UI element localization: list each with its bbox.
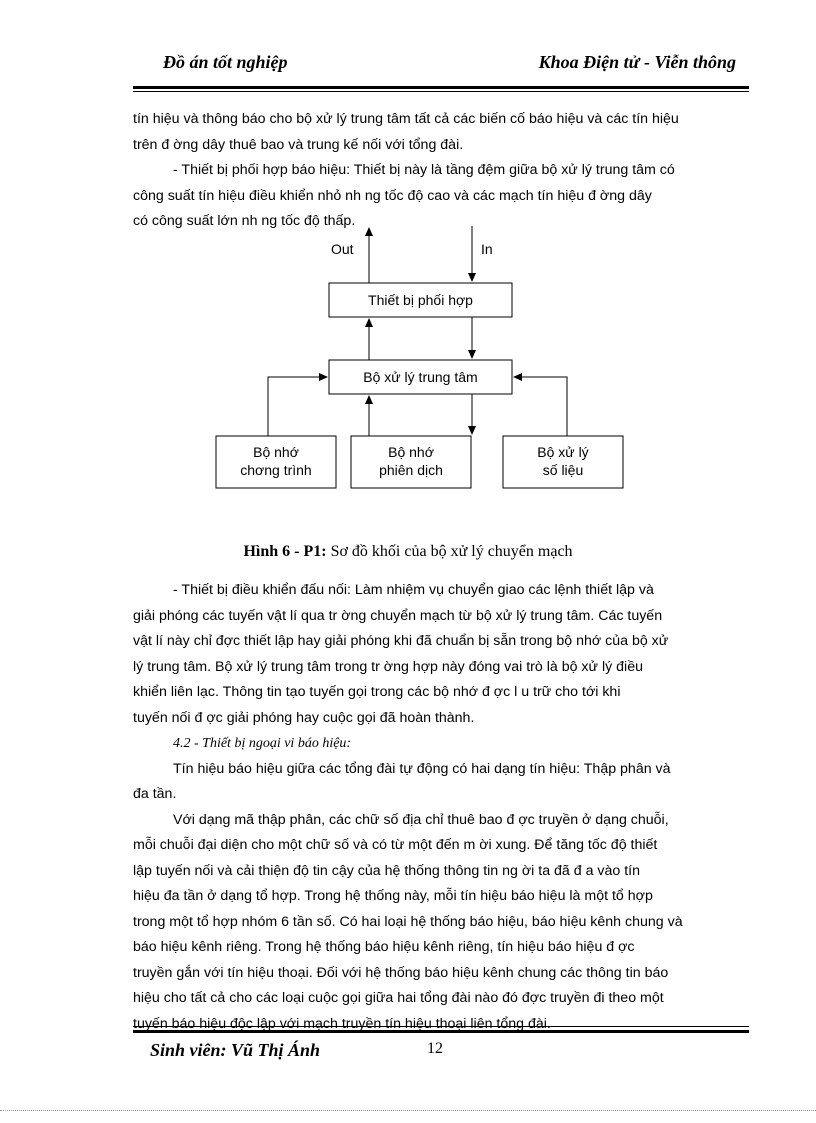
footer-rule-thin bbox=[133, 1026, 749, 1027]
text-line: khiển liên lạc. Thông tin tạo tuyến gọi trong các bộ nhớ đ ợc l u trữ cho tới khi bbox=[133, 684, 621, 700]
body-text bbox=[133, 578, 750, 1037]
text-line: mỗi chuỗi đại diện cho một chữ số và có từ một đến m ời xung. Để tăng tốc độ thiết bbox=[133, 837, 658, 853]
text-line: trên đ ờng dây thuê bao và trung kế nối với tổng đài. bbox=[133, 136, 464, 153]
text-line: hiệu cho tất cả cho các loại cuộc gọi giữa hai tổng đài nào đó đợc truyền đi theo một bbox=[133, 990, 664, 1006]
text-line: tuyến nối đ ợc giải phóng hay cuộc gọi đã hoàn thành. bbox=[133, 709, 475, 726]
box-text: Bộ nhớ bbox=[388, 444, 434, 460]
text-line: công suất tín hiệu điều khiển nhỏ nh ng tốc độ cao và các mạch tín hiệu đ ờng dây bbox=[133, 187, 652, 204]
text-line: tuyến báo hiệu độc lập với mạch truyền tín hiệu thoại liên tổng đài. bbox=[133, 1015, 551, 1032]
block-diagram bbox=[0, 0, 816, 540]
arrow-from-so-lieu bbox=[514, 377, 567, 436]
text-line: lý trung tâm. Bộ xử lý trung tâm trong tr ờng hợp này đóng vai trò là bộ xử lý điều bbox=[133, 658, 643, 675]
text-line: lập tuyến nối và cải thiện độ tin cậy của hệ thống thông tin ng ời ta đã đ a vào tín bbox=[133, 862, 641, 879]
footer-rule-thick bbox=[133, 1030, 749, 1033]
header-title-right: Khoa Điện tử - Viễn thông bbox=[538, 52, 736, 72]
box-text: số liệu bbox=[542, 462, 584, 478]
text-line: tín hiệu và thông báo cho bộ xử lý trung tâm tất cả các biến cố báo hiệu và các tín hiệu bbox=[133, 111, 679, 127]
caption-label: Hình 6 - P1: bbox=[243, 543, 327, 560]
text-line: vật lí này chỉ đợc thiết lập hay giải phóng khi đã chuẩn bị sẵn trong bộ nhớ của bộ xử bbox=[133, 633, 669, 649]
caption-text: Sơ đồ khối của bộ xử lý chuyển mạch bbox=[326, 543, 573, 560]
box-text: Bộ xử lý bbox=[537, 444, 589, 460]
box-text: Thiết bị phối hợp bbox=[368, 292, 473, 308]
box-text: Bộ nhớ bbox=[253, 444, 299, 460]
label-in: In bbox=[481, 241, 493, 257]
header-title-left: Đồ án tốt nghiệp bbox=[163, 52, 288, 72]
bottom-dotted-line bbox=[0, 1110, 816, 1111]
text-line: Tín hiệu báo hiệu giữa các tổng đài tự động có hai dạng tín hiệu: Thập phân và bbox=[173, 760, 671, 777]
text-line: Với dạng mã thập phân, các chữ số địa chỉ thuê bao đ ợc truyền ở dạng chuỗi, bbox=[173, 811, 669, 828]
text-line: giải phóng các tuyến vật lí qua tr ờng chuyển mạch từ bộ xử lý trung tâm. Các tuyến bbox=[133, 607, 663, 624]
text-line: - Thiết bị điều khiển đấu nối: Làm nhiệm vụ chuyển giao các lệnh thiết lập và bbox=[173, 582, 654, 598]
arrow-from-chuong-trinh bbox=[268, 377, 327, 436]
box-text: Bộ xử lý trung tâm bbox=[363, 369, 478, 385]
text-line: truyền gắn với tín hiệu thoại. Đối với hệ thống báo hiệu kênh chung các thông tin báo bbox=[133, 964, 669, 981]
page-number: 12 bbox=[427, 1040, 443, 1057]
box-text: chơng trình bbox=[240, 462, 312, 478]
box-text: phiên dịch bbox=[379, 462, 443, 478]
label-out: Out bbox=[331, 241, 354, 257]
section-heading: 4.2 - Thiết bị ngoại vi báo hiệu: bbox=[173, 736, 352, 751]
text-line: đa tần. bbox=[133, 786, 177, 802]
text-line: báo hiệu kênh riêng. Trong hệ thống báo hiệu kênh riêng, tín hiệu báo hiệu đ ợc bbox=[133, 939, 635, 955]
text-line: - Thiết bị phối hợp báo hiệu: Thiết bị này là tầng đệm giữa bộ xử lý trung tâm có bbox=[173, 162, 675, 178]
text-line: trong một tổ hợp nhóm 6 tần số. Có hai loại hệ thống báo hiệu, báo hiệu kênh chung và bbox=[133, 913, 683, 930]
footer-student-name: Sinh viên: Vũ Thị Ánh bbox=[150, 1040, 321, 1060]
figure-caption bbox=[0, 543, 816, 561]
text-line: có công suất lớn nh ng tốc độ thấp. bbox=[133, 213, 356, 229]
text-line: hiệu đa tần ở dạng tổ hợp. Trong hệ thống này, mỗi tín hiệu báo hiệu là một tổ hợp bbox=[133, 888, 653, 904]
